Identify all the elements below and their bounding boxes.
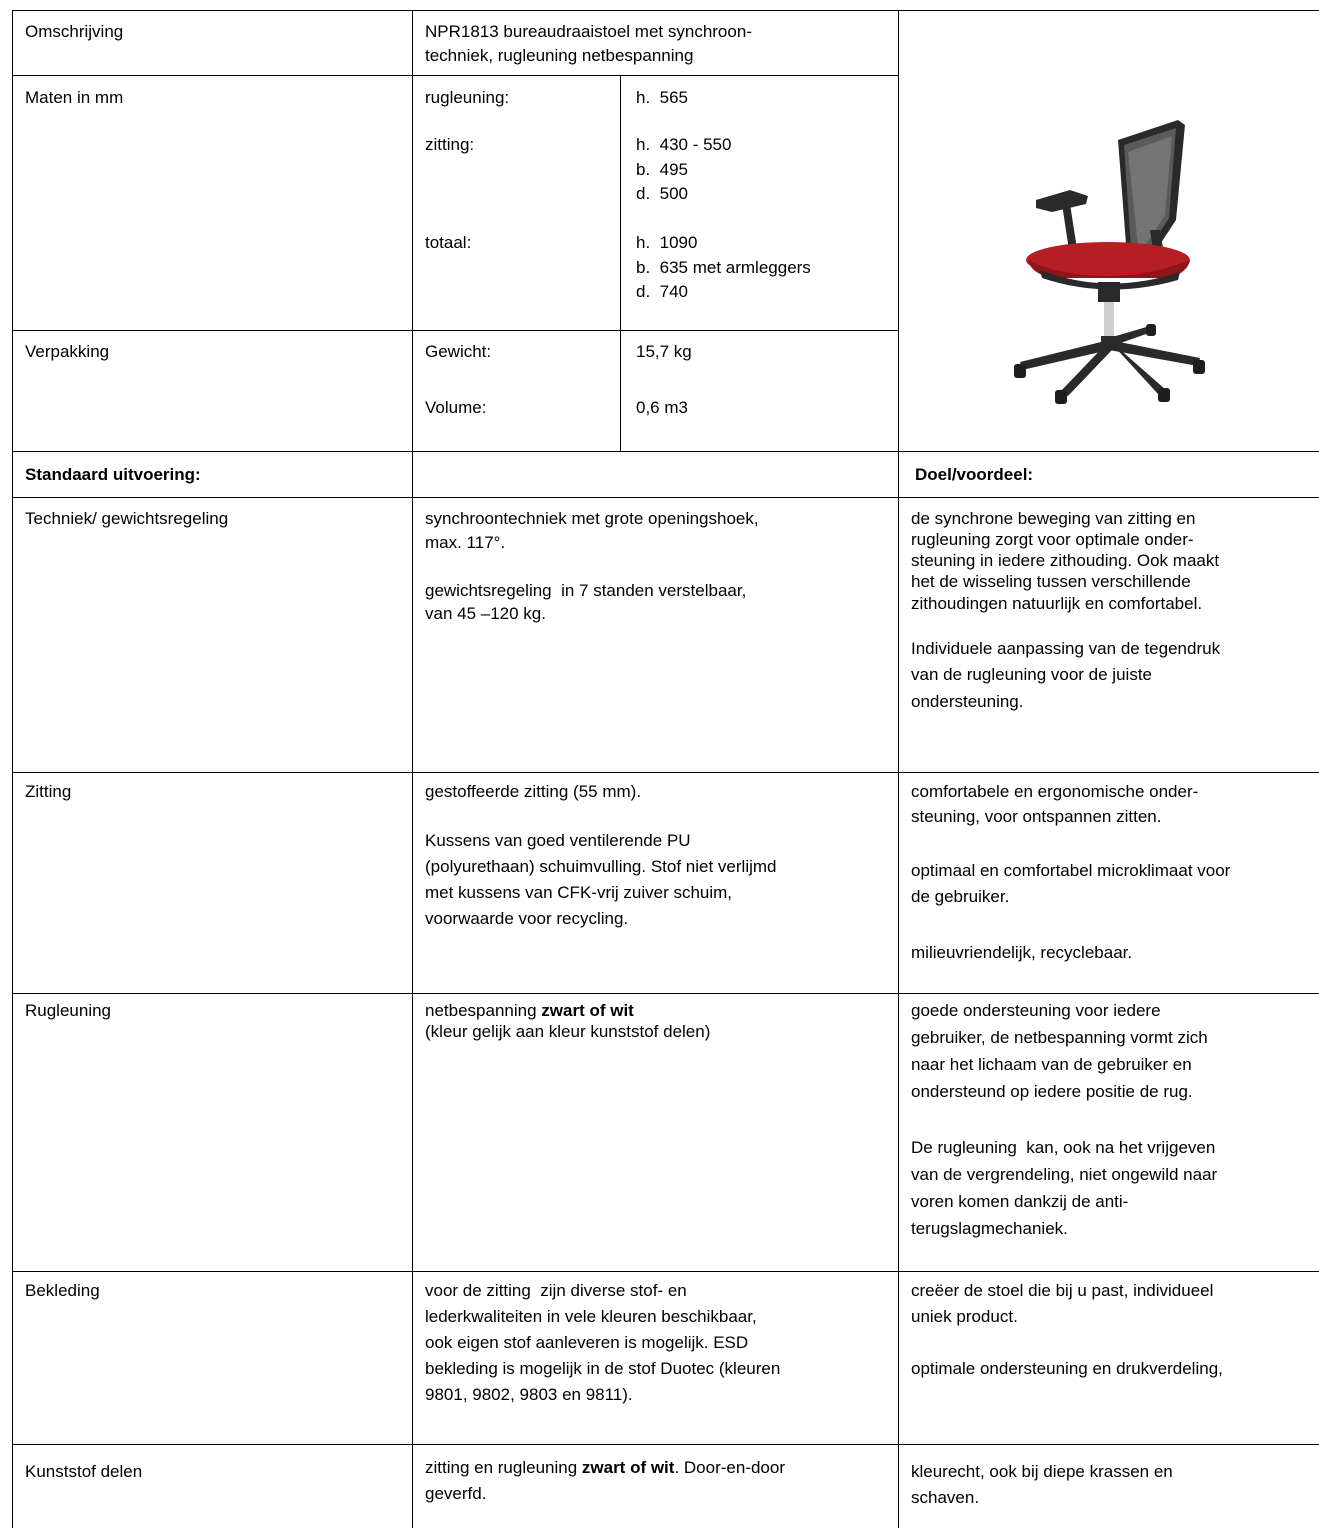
rule [12,330,898,331]
rule [12,10,13,1528]
zitting-doel: milieuvriendelijk, recyclebaar. [911,943,1133,962]
techniek-desc: max. 117°. [425,533,506,552]
maten-label: Maten in mm [25,88,124,107]
kunststof-label: Kunststof delen [25,1462,143,1481]
rugleuning-doel: terugslagmechaniek. [911,1219,1068,1238]
kunststof-desc-bold: zwart of wit [581,1458,675,1477]
volume-label: Volume: [425,398,487,417]
totaal-width: b. 635 met armleggers [636,258,811,277]
totaal-height: h. 1090 [636,233,698,252]
rugleuning-doel: voren komen dankzij de anti- [911,1192,1129,1211]
techniek-desc: van 45 –120 kg. [425,604,546,623]
doel-heading: Doel/voordeel: [915,465,1034,484]
rugleuning-label: rugleuning: [425,88,510,107]
rule [12,10,1319,11]
kunststof-desc: geverfd. [425,1484,487,1503]
bekleding-label: Bekleding [25,1281,100,1300]
techniek-desc: synchroontechniek met grote openingshoek, [425,509,759,528]
zitting-desc: gestoffeerde zitting (55 mm). [425,782,642,801]
bekleding-desc: ook eigen stof aanleveren is mogelijk. ESD [425,1333,749,1352]
rule [12,772,1319,773]
rule [12,1444,1319,1445]
gewicht-label: Gewicht: [425,342,492,361]
totaal-depth: d. 740 [636,282,688,301]
kunststof-desc-text: zitting en rugleuning [425,1458,582,1477]
volume-value: 0,6 m3 [636,398,688,417]
zitting-desc: (polyurethaan) schuimvulling. Stof niet verlijmd [425,857,777,876]
rugleuning-doel: goede ondersteuning voor iedere [911,1001,1161,1020]
rule [412,10,413,1528]
rugleuning-desc: (kleur gelijk aan kleur kunststof delen) [425,1022,711,1041]
bekleding-desc: bekleding is mogelijk in de stof Duotec (kleuren [425,1359,781,1378]
techniek-label: Techniek/ gewichtsregeling [25,509,229,528]
bekleding-doel: uniek product. [911,1307,1018,1326]
rugleuning-doel: ondersteund op iedere positie de rug. [911,1082,1193,1101]
omschrijving-value: NPR1813 bureaudraaistoel met synchroon- [425,22,752,41]
rugleuning-doel: De rugleuning kan, ook na het vrijgeven [911,1138,1216,1157]
zitting-row-label: Zitting [25,782,72,801]
rugleuning-height: h. 565 [636,88,688,107]
rugleuning-doel: naar het lichaam van de gebruiker en [911,1055,1192,1074]
bekleding-desc: voor de zitting zijn diverse stof- en [425,1281,687,1300]
kunststof-desc [425,1458,785,1478]
omschrijving-label: Omschrijving [25,22,124,41]
techniek-desc: gewichtsregeling in 7 standen verstelbaar, [425,581,747,600]
rule [12,451,1319,452]
rugleuning-row-label: Rugleuning [25,1001,112,1020]
bekleding-doel: optimale ondersteuning en drukverdeling, [911,1359,1223,1378]
omschrijving-value: techniek, rugleuning netbespanning [425,46,694,65]
techniek-doel: de synchrone beweging van zitting en [911,509,1196,528]
office-chair-photo [1000,100,1215,405]
zitting-height: h. 430 - 550 [636,135,732,154]
zitting-doel: optimaal en comfortabel microklimaat voor [911,861,1231,880]
totaal-label: totaal: [425,233,472,252]
rule [898,10,899,1528]
techniek-doel: rugleuning zorgt voor optimale onder- [911,530,1194,549]
techniek-doel: Individuele aanpassing van de tegendruk [911,639,1221,658]
zitting-doel: comfortabele en ergonomische onder- [911,782,1199,801]
zitting-desc: met kussens van CFK-vrij zuiver schuim, [425,883,733,902]
techniek-doel: zithoudingen natuurlijk en comfortabel. [911,594,1203,613]
rule [12,993,1319,994]
techniek-doel: steuning in iedere zithouding. Ook maakt [911,551,1220,570]
techniek-doel: van de rugleuning voor de juiste [911,665,1152,684]
kunststof-desc-text: . Door-en-door [674,1458,786,1477]
rule [12,1271,1319,1272]
rugleuning-doel: van de vergrendeling, niet ongewild naar [911,1165,1218,1184]
rugleuning-desc-bold: zwart of wit [541,1001,634,1020]
techniek-doel: ondersteuning. [911,692,1024,711]
gewicht-value: 15,7 kg [636,342,692,361]
bekleding-desc: lederkwaliteiten in vele kleuren beschikbaar, [425,1307,757,1326]
verpakking-label: Verpakking [25,342,110,361]
zitting-width: b. 495 [636,160,688,179]
zitting-doel: steuning, voor ontspannen zitten. [911,807,1162,826]
rugleuning-desc [425,1001,634,1021]
zitting-doel: de gebruiker. [911,887,1010,906]
kunststof-doel: kleurecht, ook bij diepe krassen en [911,1462,1173,1481]
bekleding-doel: creëer de stoel die bij u past, individueel [911,1281,1214,1300]
rugleuning-doel: gebruiker, de netbespanning vormt zich [911,1028,1208,1047]
standaard-heading: Standaard uitvoering: [25,465,201,484]
rule [12,75,898,76]
zitting-depth: d. 500 [636,184,688,203]
bekleding-desc: 9801, 9802, 9803 en 9811). [425,1385,633,1404]
zitting-desc: voorwaarde voor recycling. [425,909,629,928]
zitting-desc: Kussens van goed ventilerende PU [425,831,691,850]
rule [12,497,1319,498]
zitting-label: zitting: [425,135,475,154]
techniek-doel: het de wisseling tussen verschillende [911,572,1191,591]
rule [620,75,621,451]
kunststof-doel: schaven. [911,1488,980,1507]
rugleuning-desc-text: netbespanning [425,1001,542,1020]
